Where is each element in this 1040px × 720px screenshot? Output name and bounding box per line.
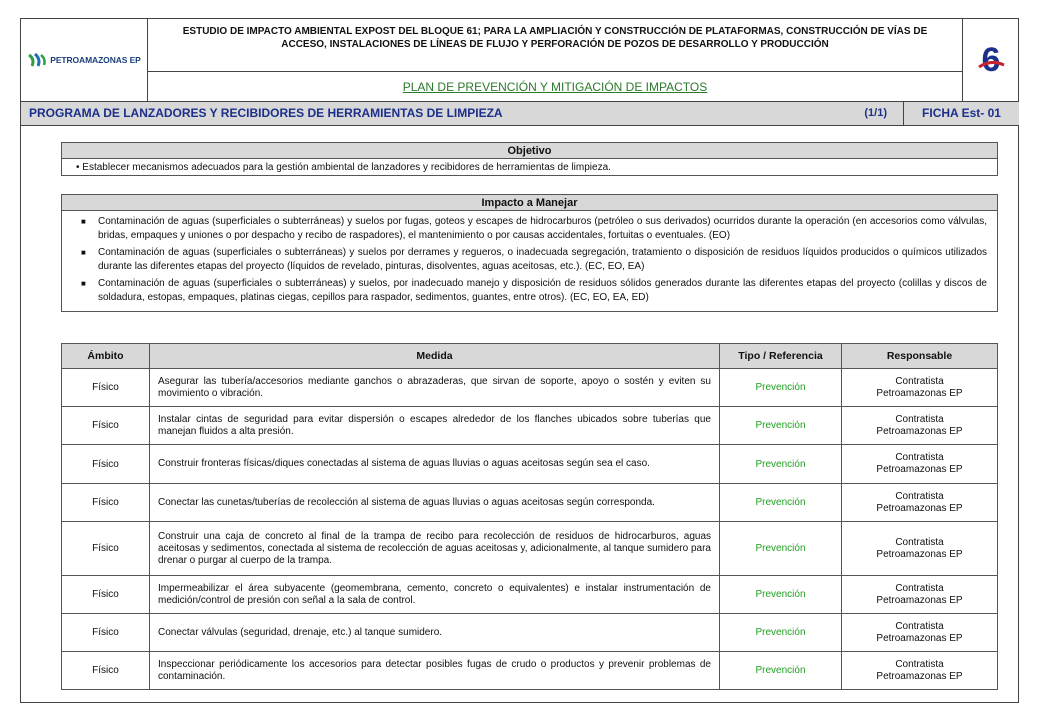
cell-medida: Impermeabilizar el área subyacente (geomembrana, cemento, concreto o equivalentes) e instalar instrumentación de medición/control de presión con señal a la sala de control.: [150, 576, 720, 614]
objetivo-text: • Establecer mecanismos adecuados para la gestión ambiental de lanzadores y recibidores de herramientas de limpieza.: [76, 162, 611, 173]
impacto-item: ■ Contaminación de aguas (superficiales o subterráneas) y suelos por derrames y regueros, o inadecuada segregación, tratamiento o disposición de residuos líquidos producidos o químicos utilizados durante las diferentes etapas del proyecto (líquidos de revelado, pinturas, disolventes, aguas aceitosas, etc.). (EC, EO, EA): [81, 247, 987, 272]
chapter-number-icon: [963, 19, 1019, 102]
cell-responsable: Contratista Petroamazonas EP: [842, 576, 998, 614]
cell-tipo: Prevención: [720, 445, 842, 484]
bullet-square-icon: ■: [81, 217, 86, 226]
objetivo-section: [61, 142, 998, 176]
cell-tipo: Prevención: [720, 484, 842, 522]
cell-responsable: Contratista Petroamazonas EP: [842, 445, 998, 484]
objetivo-title: Objetivo: [62, 143, 997, 159]
table-row: [62, 484, 998, 522]
impacto-item: ■ Contaminación de aguas (superficiales o subterráneas) y suelos, por inadecuado manejo y disposición de residuos sólidos generados durante las diferentes etapas del proyecto (colillas y discos de soldadura, estopas, empaques, platinas ciegas, cepillos para raspador, sedimentos, guantes, entre otros). (EC, EO, EA, ED): [81, 278, 987, 303]
impacto-item: ■ Contaminación de aguas (superficiales o subterráneas) y suelos por fugas, goteos y escapes de hidrocarburos (petróleo o sus derivados) ocurridos durante la operación (en accesorios como válvulas, bridas, empaques y uniones o por despacho y recibo de raspadores), el mantenimiento o por causas accidentales, fortuitas o eventuales. (EO): [81, 216, 987, 241]
cell-tipo: Prevención: [720, 652, 842, 690]
measures-table: [61, 343, 998, 690]
impacto-section: [61, 194, 998, 312]
cell-responsable: Contratista Petroamazonas EP: [842, 369, 998, 407]
header-responsable: Responsable: [842, 344, 998, 369]
chapter-number: 6: [981, 45, 1001, 75]
cell-responsable: Contratista Petroamazonas EP: [842, 614, 998, 652]
cell-medida: Conectar las cunetas/tuberías de recolección al sistema de aguas lluvias o aguas aceitosas según corresponda.: [150, 484, 720, 522]
petroamazonas-logo-icon: [27, 53, 47, 67]
cell-tipo: Prevención: [720, 522, 842, 576]
cell-ambito: Físico: [62, 576, 150, 614]
ficha-label: FICHA Est- 01: [904, 102, 1019, 126]
cell-ambito: Físico: [62, 369, 150, 407]
cell-medida: Conectar válvulas (seguridad, drenaje, etc.) al tanque sumidero.: [150, 614, 720, 652]
impacto-list: [62, 211, 997, 311]
cell-medida: Construir una caja de concreto al final de la trampa de recibo para recolección de residuos de hidrocarburos, aguas aceitosas y sedimentos, conectada al sistema de recolección de aguas aceitosas y, adicionalmente, al tanque sumidero para drenar o purgar al cuerpo de la trampa.: [150, 522, 720, 576]
study-title: ESTUDIO DE IMPACTO AMBIENTAL EXPOST DEL BLOQUE 61; PARA LA AMPLIACIÓN Y CONSTRUCCIÓN DE PLATAFORMAS, CONSTRUCCIÓN DE VÍAS DE ACCESO, INSTALACIONES DE LÍNEAS DE FLUJO Y PERFORACIÓN DE POZOS DE DESARROLLO Y PRODUCCIÓN: [148, 19, 963, 72]
cell-tipo: Prevención: [720, 576, 842, 614]
table-row: [62, 576, 998, 614]
header-medida: Medida: [150, 344, 720, 369]
cell-tipo: Prevención: [720, 369, 842, 407]
cell-medida: Instalar cintas de seguridad para evitar dispersión o escapes alrededor de los flanches ubicados sobre tuberías que manejan fluidos a alta presión.: [150, 407, 720, 445]
logo-text: PETROAMAZONAS EP: [50, 55, 141, 65]
table-header-row: [62, 344, 998, 369]
table-row: [62, 445, 998, 484]
document-frame: [20, 18, 1019, 703]
cell-tipo: Prevención: [720, 614, 842, 652]
cell-ambito: Físico: [62, 522, 150, 576]
program-title-bar: [21, 102, 904, 126]
table-row: [62, 652, 998, 690]
plan-title: PLAN DE PREVENCIÓN Y MITIGACIÓN DE IMPACTOS: [148, 72, 963, 102]
cell-medida: Asegurar las tubería/accesorios mediante ganchos o abrazaderas, que sirvan de soporte, apoyo o sostén y eviten su movimiento o vibración.: [150, 369, 720, 407]
table-row: [62, 614, 998, 652]
cell-tipo: Prevención: [720, 407, 842, 445]
cell-medida: Inspeccionar periódicamente los accesorios para detectar posibles fugas de crudo o productos y prevenir problemas de contaminación.: [150, 652, 720, 690]
impacto-title: Impacto a Manejar: [62, 195, 997, 211]
program-title: PROGRAMA DE LANZADORES Y RECIBIDORES DE HERRAMIENTAS DE LIMPIEZA: [29, 106, 503, 120]
cell-ambito: Físico: [62, 407, 150, 445]
cell-responsable: Contratista Petroamazonas EP: [842, 652, 998, 690]
header-tipo: Tipo / Referencia: [720, 344, 842, 369]
company-logo: [21, 19, 148, 102]
cell-medida: Construir fronteras físicas/diques conectadas al sistema de aguas lluvias o aguas aceitosas según sea el caso.: [150, 445, 720, 484]
cell-responsable: Contratista Petroamazonas EP: [842, 484, 998, 522]
table-row: [62, 369, 998, 407]
header-ambito: Ámbito: [62, 344, 150, 369]
cell-ambito: Físico: [62, 484, 150, 522]
page-indicator: (1/1): [864, 107, 887, 119]
table-row: [62, 407, 998, 445]
table-row: [62, 522, 998, 576]
cell-responsable: Contratista Petroamazonas EP: [842, 407, 998, 445]
cell-responsable: Contratista Petroamazonas EP: [842, 522, 998, 576]
bullet-square-icon: ■: [81, 248, 86, 257]
bullet-square-icon: ■: [81, 279, 86, 288]
cell-ambito: Físico: [62, 445, 150, 484]
cell-ambito: Físico: [62, 652, 150, 690]
cell-ambito: Físico: [62, 614, 150, 652]
